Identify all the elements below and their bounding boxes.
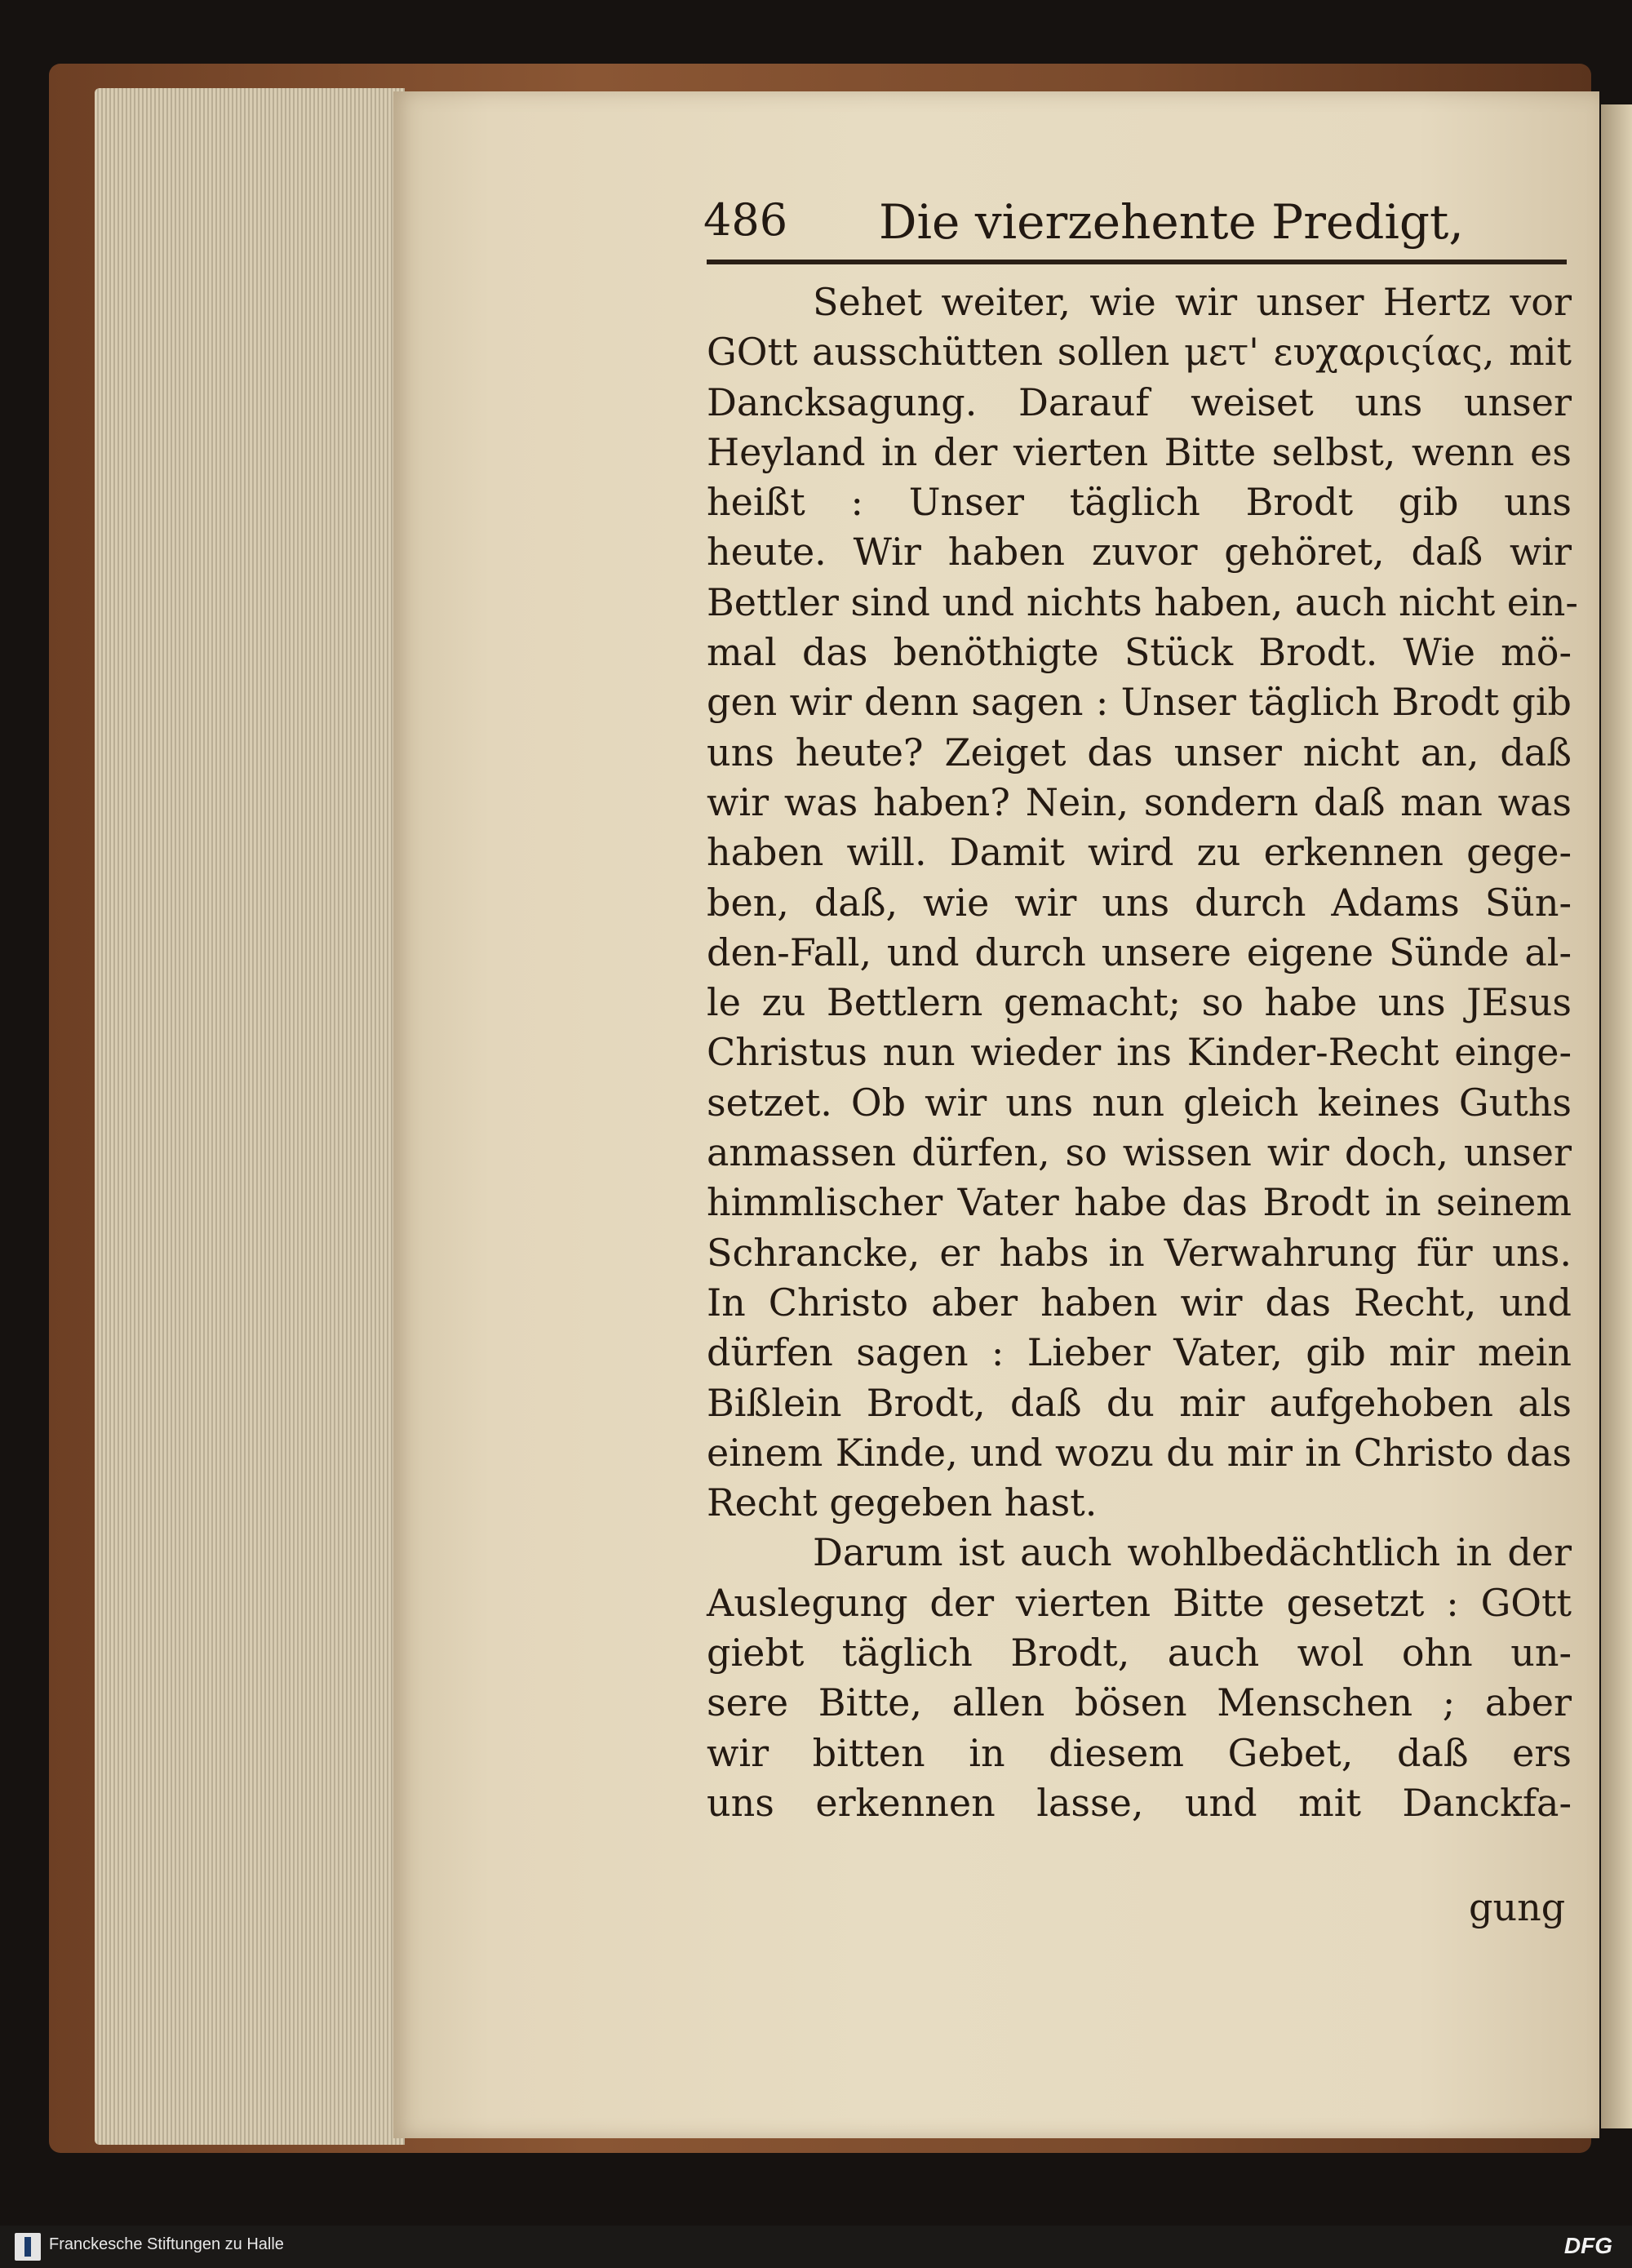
institution-name: Franckesche Stiftungen zu Halle: [49, 2235, 284, 2253]
page-edges: [95, 88, 405, 2145]
text-line: uns erkennen lasse, und mit Danckfa-: [707, 1780, 1572, 1825]
text-line: Schrancke, er habs in Verwahrung für uns.: [707, 1230, 1572, 1275]
text-line: GOtt ausschütten sollen μετ' ευχαριςίας, mit: [707, 330, 1572, 375]
facing-page-edge: [1601, 104, 1632, 2128]
text-line: Bißlein Brodt, daß du mir aufgehoben als: [707, 1380, 1572, 1425]
text-line: mal das benöthigte Stück Brodt. Wie mö-: [707, 630, 1572, 675]
text-line: wir was haben? Nein, sondern daß man was: [707, 779, 1572, 824]
text-line: heißt : Unser täglich Brodt gib uns: [707, 480, 1572, 525]
text-line: wir bitten in diesem Gebet, daß ers: [707, 1730, 1572, 1775]
text-line: Darum ist auch wohlbedächtlich in der: [813, 1530, 1572, 1575]
text-line: sere Bitte, allen bösen Menschen ; aber: [707, 1680, 1572, 1725]
dfg-logo: DFG: [1563, 2233, 1612, 2258]
text-line: anmassen dürfen, so wissen wir doch, unser: [707, 1130, 1572, 1175]
text-line: ben, daß, wie wir uns durch Adams Sün-: [707, 880, 1572, 925]
text-line: In Christo aber haben wir das Recht, und: [707, 1280, 1572, 1325]
text-line: Recht gegeben hast.: [707, 1480, 1098, 1525]
viewer-footer: [0, 2226, 1632, 2268]
text-line: himmlischer Vater habe das Brodt in seinem: [707, 1180, 1572, 1225]
text-line: Christus nun wieder ins Kinder-Recht einge-: [707, 1030, 1572, 1075]
page-header: [703, 189, 1568, 255]
header-rule: [707, 260, 1567, 264]
text-line: den-Fall, und durch unsere eigene Sünde al-: [707, 930, 1572, 974]
text-line: Dancksagung. Darauf weiset uns unser: [707, 379, 1572, 424]
text-line: einem Kinde, und wozu du mir in Christo das: [707, 1430, 1572, 1475]
text-line: le zu Bettlern gemacht; so habe uns JEsus: [707, 980, 1572, 1025]
text-line: Auslegung der vierten Bitte gesetzt : GOtt: [707, 1580, 1572, 1625]
institution-logo-icon: [15, 2233, 41, 2261]
text-line: haben will. Damit wird zu erkennen gege-: [707, 830, 1572, 875]
text-line: dürfen sagen : Lieber Vater, gib mir mein: [707, 1330, 1572, 1375]
text-line: setzet. Ob wir uns nun gleich keines Guths: [707, 1080, 1572, 1125]
body-text: [707, 277, 1578, 1828]
text-line: uns heute? Zeiget das unser nicht an, daß: [707, 730, 1572, 774]
text-line: giebt täglich Brodt, auch wol ohn un-: [707, 1631, 1572, 1675]
page-number: 486: [703, 194, 788, 246]
text-line: Heyland in der vierten Bitte selbst, wenn es: [707, 429, 1572, 474]
text-line: gen wir denn sagen : Unser täglich Brodt gib: [707, 680, 1572, 725]
catchword: gung: [1469, 1885, 1566, 1929]
running-head: Die vierzehente Predigt,: [879, 194, 1464, 250]
text-line: Sehet weiter, wie wir unser Hertz vor: [813, 280, 1572, 324]
text-line: Bettler sind und nichts haben, auch nicht ein-: [707, 579, 1578, 624]
text-line: heute. Wir haben zuvor gehöret, daß wir: [707, 530, 1572, 575]
